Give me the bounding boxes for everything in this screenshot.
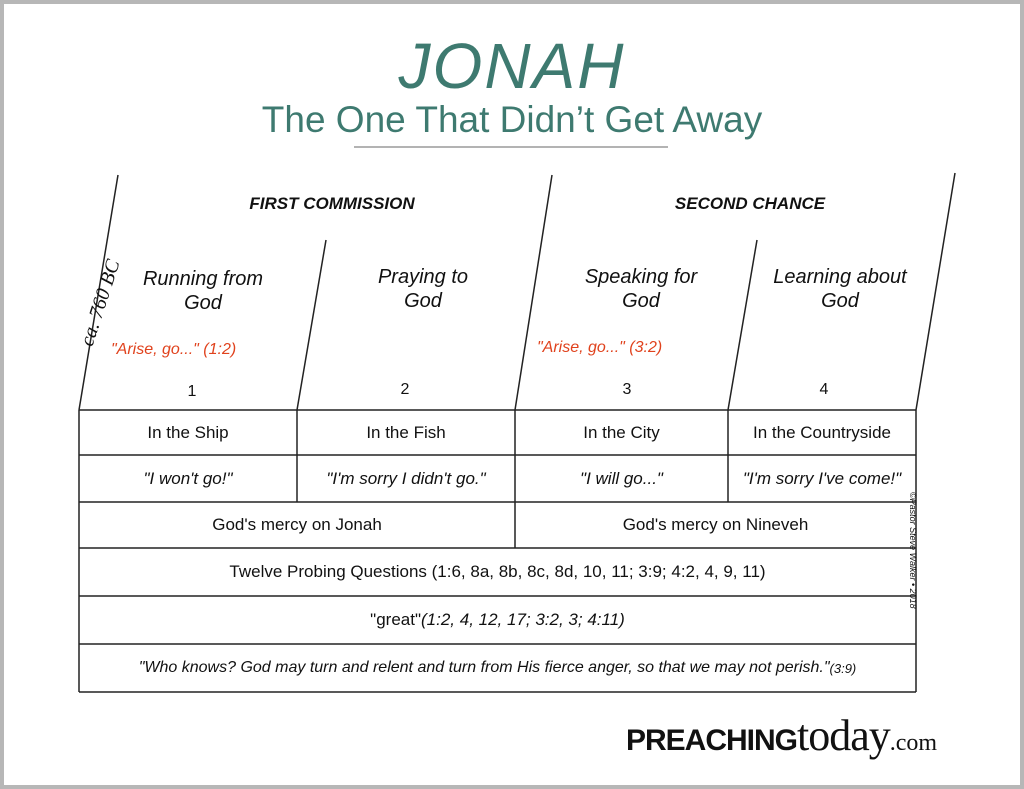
setting-countryside: In the Countryside [753, 422, 891, 442]
phase-learning [750, 265, 930, 313]
phase-speaking [551, 265, 731, 313]
command-first: "Arise, go..." (1:2) [111, 341, 237, 358]
logo-part-preaching: PREACHING [626, 724, 798, 757]
great-word: "great" [370, 610, 421, 629]
logo-part-com: .com [889, 730, 938, 756]
brand-logo [626, 710, 937, 761]
logo-part-today: today [797, 711, 890, 760]
phase-running [113, 267, 293, 315]
phase-line: Running from [142, 268, 264, 290]
closing-row [79, 644, 916, 692]
response-1: "I won't go!" [143, 468, 233, 488]
chapter-3: 3 [622, 381, 632, 398]
response-4: "I'm sorry I've come!" [742, 468, 902, 488]
copyright: ©Pastor Steve Walker • 2018 [908, 492, 918, 609]
divider-ch1-ch2 [297, 240, 326, 410]
chapter-1: 1 [187, 383, 197, 400]
phase-line: God [184, 292, 222, 314]
response-2: "I'm sorry I didn't go." [326, 468, 486, 488]
setting-fish: In the Fish [366, 422, 446, 442]
great-refs: (1:2, 4, 12, 17; 3:2, 3; 4:11) [421, 610, 625, 629]
mercy-jonah: God's mercy on Jonah [212, 515, 382, 534]
closing-ref: (3:9) [829, 660, 857, 676]
divider-commissions [515, 175, 552, 410]
closing-quote: "Who knows? God may turn and relent and turn from His fierce anger, so that we may not perish." [138, 659, 830, 676]
phase-praying [333, 265, 513, 313]
phase-line: Praying to [377, 266, 469, 288]
chapter-2: 2 [400, 381, 410, 398]
setting-ship: In the Ship [147, 422, 229, 442]
setting-city: In the City [583, 422, 660, 442]
phase-line: God [404, 290, 442, 312]
date-label: ca. 760 BC [76, 256, 125, 349]
command-second: "Arise, go..." (3:2) [537, 339, 663, 356]
great-row [79, 596, 916, 644]
phase-line: Learning about [773, 266, 907, 288]
commission-second: SECOND CHANCE [674, 194, 826, 213]
response-3: "I will go..." [580, 468, 663, 488]
phase-line: God [622, 290, 660, 312]
probing-questions: Twelve Probing Questions (1:6, 8a, 8b, 8c, 8d, 10, 11; 3:9; 4:2, 4, 9, 11) [229, 562, 766, 581]
commission-first: FIRST COMMISSION [249, 194, 415, 213]
phase-line: Speaking for [584, 266, 698, 288]
chart-title: JONAH [398, 30, 626, 102]
chapter-4: 4 [819, 381, 829, 398]
mercy-nineveh: God's mercy on Nineveh [622, 515, 809, 534]
phase-line: God [821, 290, 859, 312]
chart-subtitle: The One That Didn’t Get Away [261, 99, 763, 140]
